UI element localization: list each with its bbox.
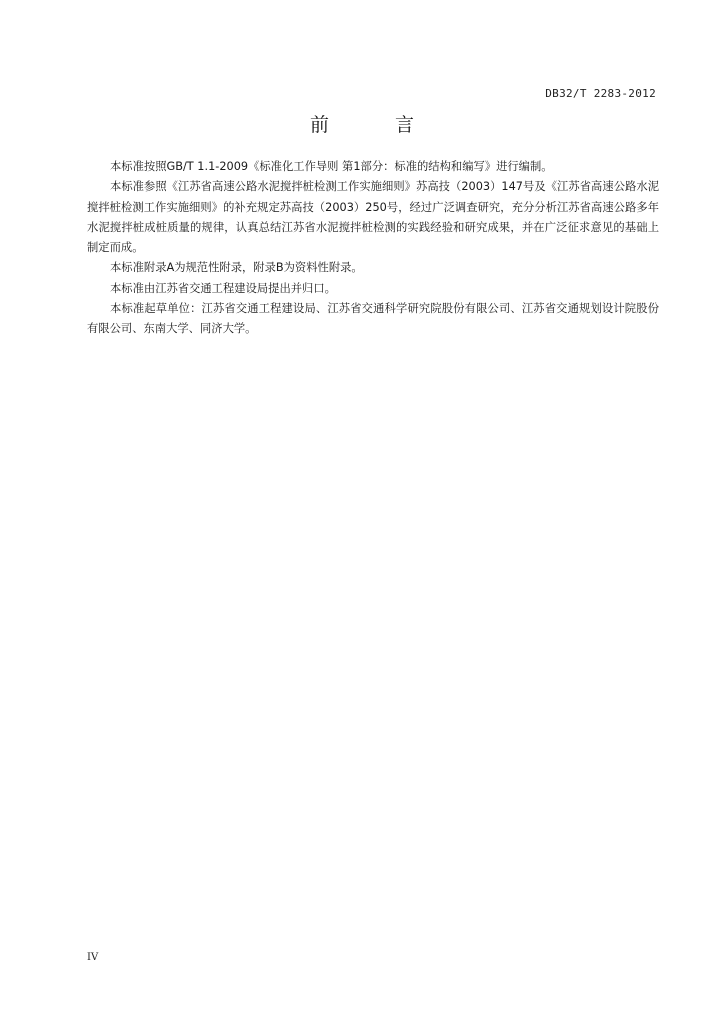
page-number: IV [87,952,99,963]
paragraph-references: 本标准参照《江苏省高速公路水泥搅拌桩检测工作实施细则》苏高技（2003）147号及《江苏省高速公路水泥搅拌桩检测工作实施细则》的补充规定苏高技（2003）250号，经过广泛调查研究，充分分析江苏省高速公路多年水泥搅拌桩成桩质量的规律，认真总结江苏省水泥搅拌桩检测的实践经验和研究成果，并在广泛征求意见的基础上制定而成。 [87,180,659,255]
paragraph-compilation-basis: 本标准按照GB/T 1.1-2009《标准化工作导则 第1部分：标准的结构和编写》进行编制。 [110,160,553,173]
paragraph-proposer: 本标准由江苏省交通工程建设局提出并归口。 [110,281,336,295]
page-title: 前 言 [309,114,445,136]
paragraph-drafting-units: 本标准起草单位：江苏省交通工程建设局、江苏省交通科学研究院股份有限公司、江苏省交通规划设计院股份有限公司、东南大学、同济大学。 [87,302,659,336]
standard-code: DB32/T 2283-2012 [545,87,656,100]
paragraph-appendices: 本标准附录A为规范性附录，附录B为资料性附录。 [110,261,363,275]
foreword-body [87,157,659,340]
